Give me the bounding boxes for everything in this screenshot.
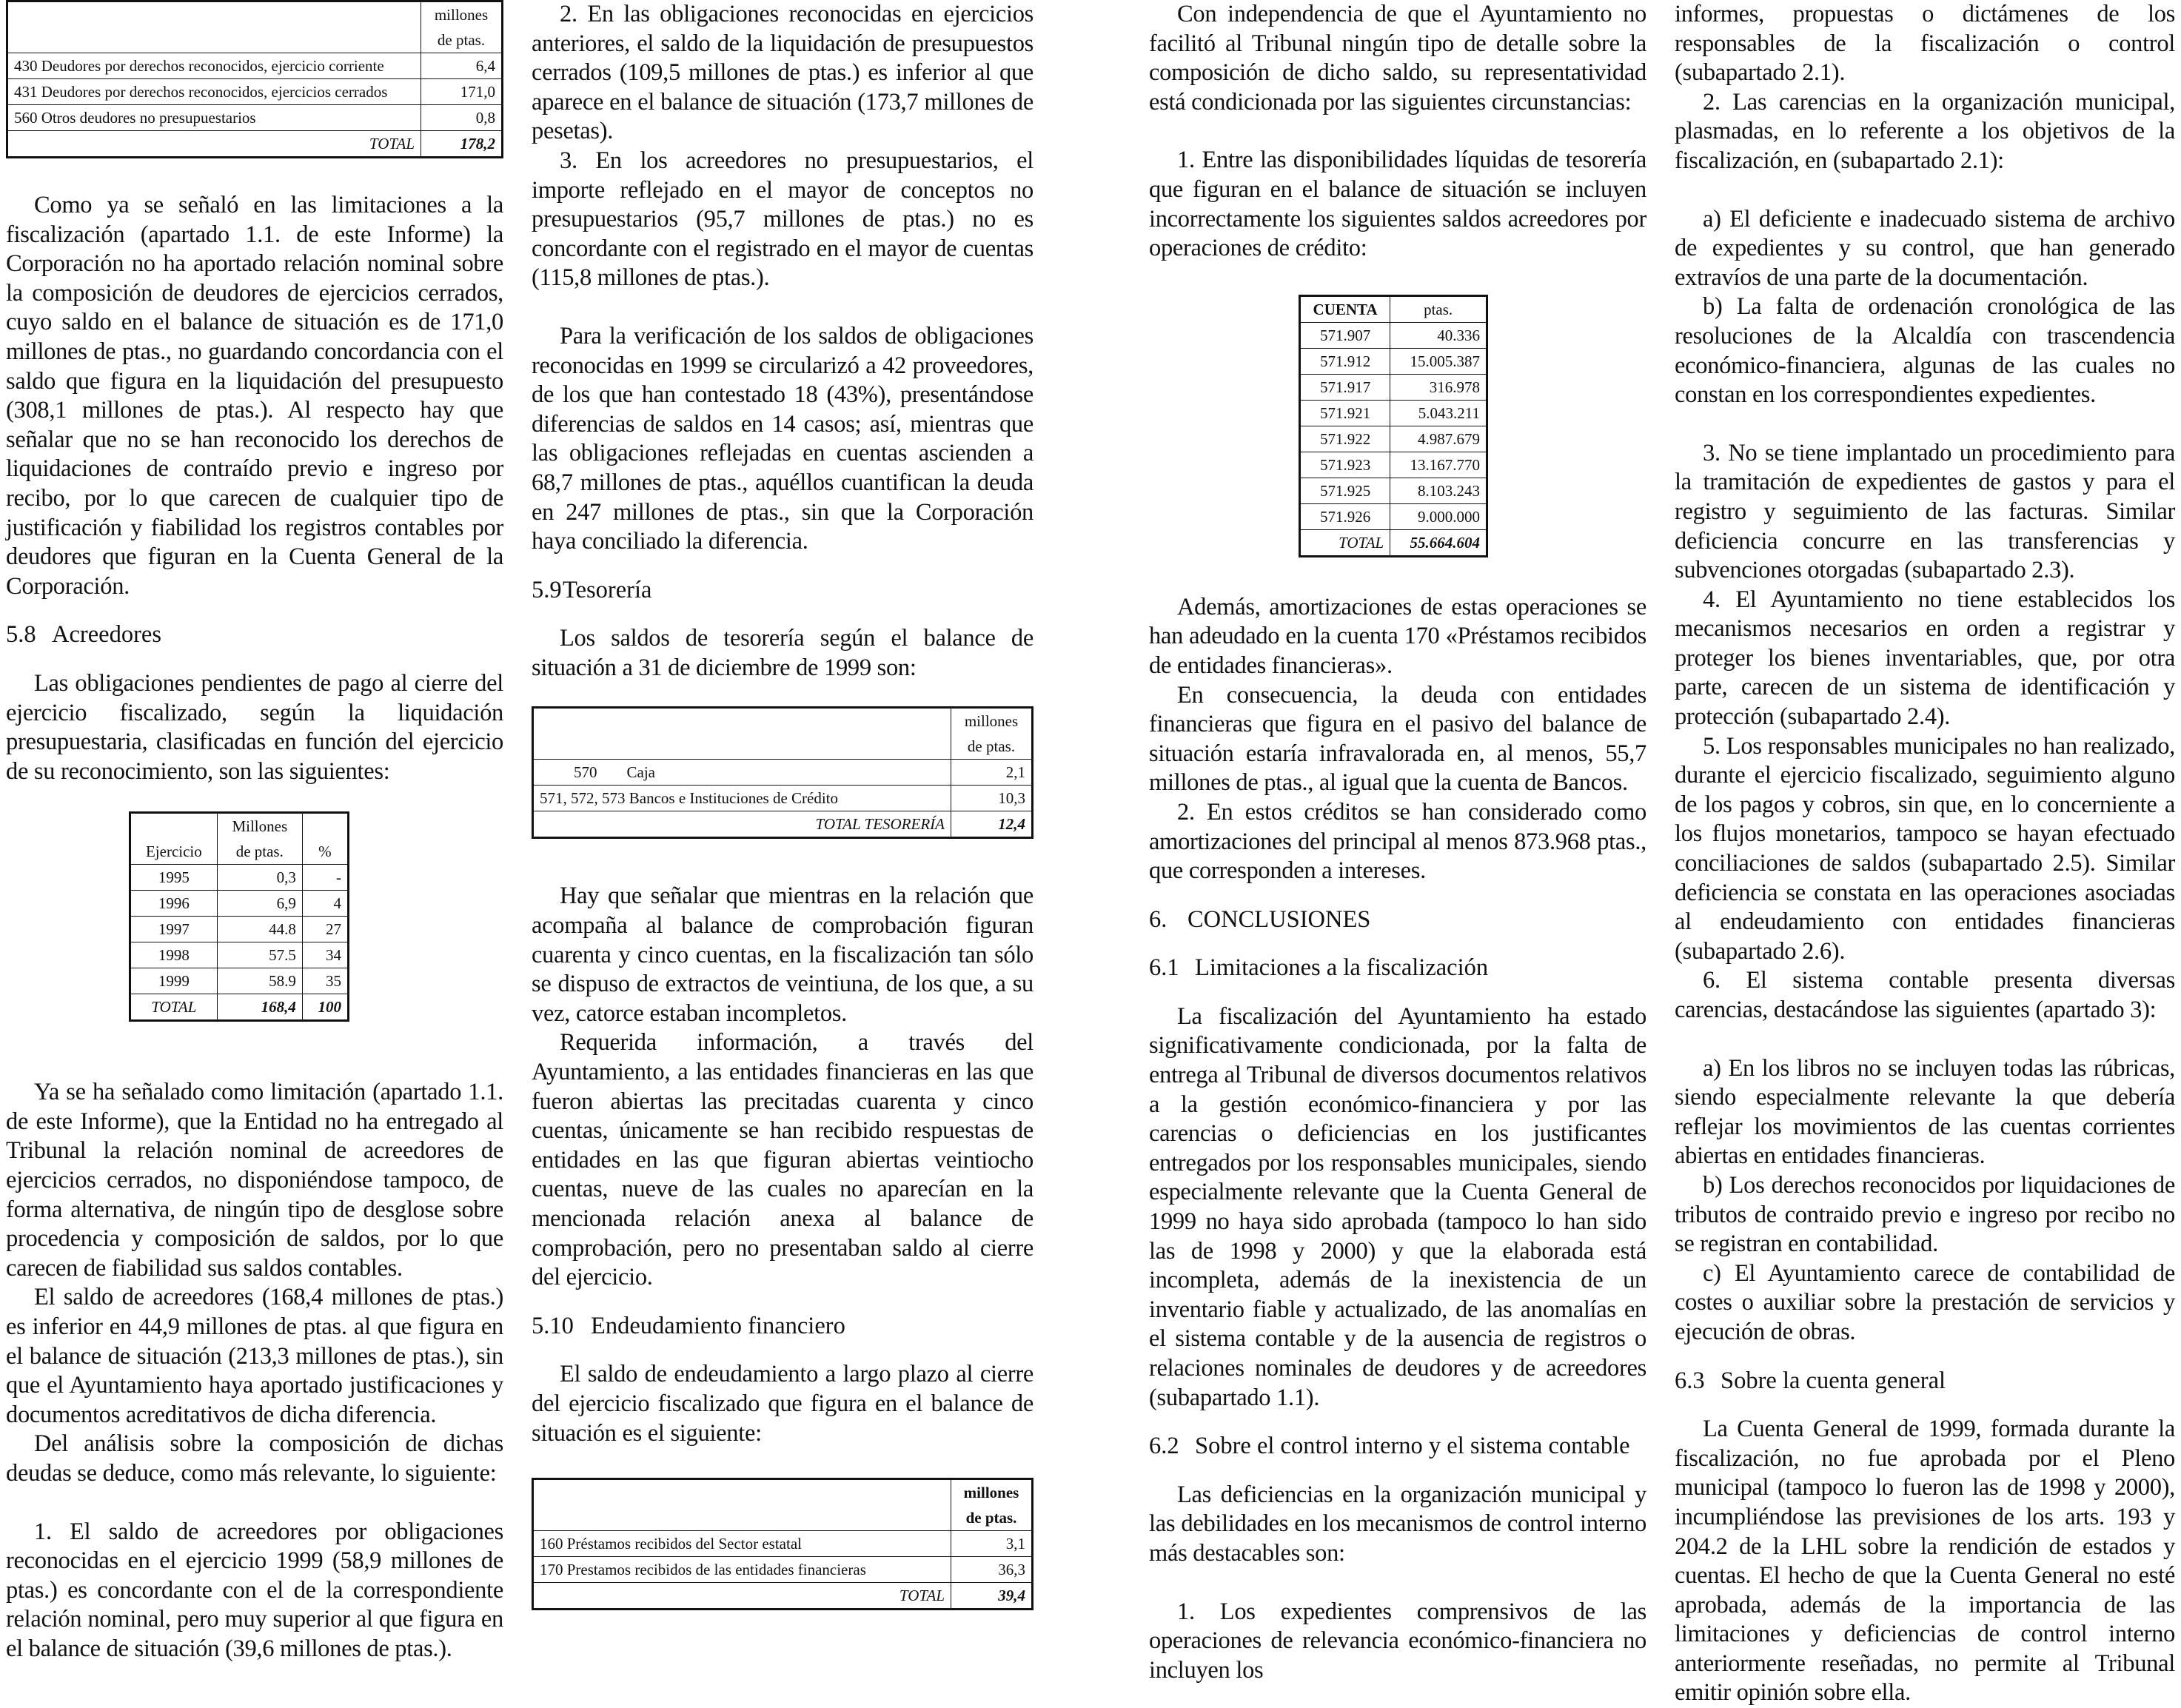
- ejercicio-pct: 35: [302, 968, 348, 994]
- tesoreria-row-label: Caja: [626, 763, 655, 782]
- section-title: Endeudamiento financiero: [591, 1312, 845, 1339]
- table-row: [130, 891, 349, 917]
- section-number: 6.1: [1149, 954, 1179, 982]
- endeudamiento-row-value: 36,3: [951, 1557, 1033, 1583]
- list-item: 3. En los acreedores no presupuestarios, el importe reflejado en el mayor de conceptos no presupuestarios (95,7 millones de ptas.) no es concordante con el registrado en el mayor de cuentas (115,8 millones de ptas.).: [532, 147, 1033, 292]
- paragraph: Además, amortizaciones de estas operaciones se han adeudado en la cuenta 170 «Préstamos recibidos de entidades financieras».: [1149, 593, 1646, 679]
- list-item: 1. Los expedientes comprensivos de las operaciones de relevancia económico-financiera no incluyen los: [1149, 1598, 1646, 1684]
- cuentas-cuenta: 571.923: [1300, 452, 1390, 478]
- section-title: Tesorería: [563, 576, 652, 603]
- list-item: b) La falta de ordenación cronológica de las resoluciones de la Alcaldía con trascendencia económico-financiera, algunas de las cuales no constan en los correspondientes expedientes.: [1675, 293, 2175, 409]
- cuentas-ptas: 4.987.679: [1390, 426, 1487, 452]
- table-row: [130, 968, 349, 994]
- paragraph: El saldo de endeudamiento a largo plazo al cierre del ejercicio fiscalizado que figura en el balance de situación es el siguiente:: [532, 1361, 1033, 1447]
- list-item: 3. No se tiene implantado un procedimiento para la tramitación de expedientes de gastos y para el registro y seguimiento de las facturas. Similar deficiencia concurre en las transferencias y subvenciones otorgadas (subapartado 2.3).: [1675, 439, 2175, 584]
- table-row: [7, 53, 503, 79]
- paragraph: El saldo de acreedores (168,4 millones de ptas.) es inferior en 44,9 millones de ptas. al que figura en el balance de situación (213,3 millones de ptas.), sin que el Ayuntamiento haya aportado justificaciones y documentos acreditativos de dicha diferencia.: [6, 1284, 503, 1428]
- deudores-total-label: TOTAL: [7, 131, 421, 158]
- cuentas-cuenta: 571.917: [1300, 374, 1390, 400]
- deudores-row-value: 6,4: [421, 53, 503, 79]
- section-number: 6.2: [1149, 1433, 1179, 1460]
- section-title: Sobre la cuenta general: [1721, 1367, 1946, 1394]
- ejercicio-header-pct: %: [302, 839, 348, 865]
- ejercicio-pct: 4: [302, 891, 348, 917]
- table-row: [533, 1557, 1033, 1583]
- table-row: [1300, 503, 1487, 529]
- endeudamiento-total-value: 39,4: [951, 1583, 1033, 1610]
- list-item: 4. El Ayuntamiento no tiene establecidos los mecanismos necesarios en orden a registrar y proteger los bienes inventariables, que, por otra parte, carecen de un sistema de identificación y protección (subapartado 2.4).: [1675, 586, 2175, 731]
- section-number: 5.9: [532, 576, 562, 603]
- cuentas-ptas: 5.043.211: [1390, 400, 1487, 426]
- tesoreria-total-value: 12,4: [951, 811, 1033, 838]
- ejercicio-year: 1996: [130, 891, 218, 917]
- section-number: 6.: [1149, 905, 1167, 933]
- list-item: 2. En estos créditos se han considerado como amortizaciones del principal al menos 873.968 ptas., que corresponden a intereses.: [1149, 798, 1646, 885]
- deudores-total-value: 178,2: [421, 131, 503, 158]
- endeudamiento-row-label: 170 Prestamos recibidos de las entidades financieras: [533, 1557, 951, 1583]
- deudores-table: [6, 0, 503, 158]
- section-heading-6-3: [1675, 1367, 2175, 1396]
- ejercicio-year: 1997: [130, 917, 218, 942]
- paragraph: Con independencia de que el Ayuntamiento no facilitó al Tribunal ningún tipo de detalle sobre la composición de dicho saldo, su representatividad está condicionada por las siguientes circunstancias:: [1149, 1, 1646, 115]
- endeudamiento-header-2: de ptas.: [951, 1505, 1033, 1531]
- tesoreria-row-caja: [533, 760, 951, 786]
- endeudamiento-header-1: millones: [963, 1484, 1019, 1502]
- cuentas-ptas: 9.000.000: [1390, 503, 1487, 529]
- list-item: 5. Los responsables municipales no han realizado, durante el ejercicio fiscalizado, seguimiento alguno de los pagos y cobros, sin que, en lo concerniente a los flujos monetarios, tampoco se hayan efectuado conciliaciones de saldos (subapartado 2.5). Similar deficiencia se constata en las operaciones asociadas al endeudamiento con entidades financieras (subapartado 2.6).: [1675, 732, 2175, 965]
- ejercicio-header-year: Ejercicio: [130, 839, 218, 865]
- table-row: [130, 865, 349, 891]
- ejercicio-total-label: TOTAL: [130, 994, 218, 1021]
- section-heading-6: [1149, 905, 1646, 935]
- cuentas-header-ptas: ptas.: [1390, 295, 1487, 322]
- table-row: [7, 79, 503, 105]
- deudores-header-1: millones: [421, 1, 503, 28]
- list-item: 2. Las carencias en la organización municipal, plasmadas, en lo referente a los objetivos de la fiscalización, en (subapartado 2.1):: [1675, 88, 2175, 174]
- cuentas-total-label: TOTAL: [1300, 529, 1390, 556]
- paragraph: En consecuencia, la deuda con entidades financieras que figura en el pasivo del balance de situación estaría infravalorada en, al menos, 55,7 millones de ptas., al igual que la cuenta de Bancos.: [1149, 681, 1646, 797]
- cuentas-cuenta: 571.907: [1300, 322, 1390, 348]
- paragraph: informes, propuestas o dictámenes de los responsables de la fiscalización o control (subapartado 2.1).: [1675, 1, 2175, 87]
- ejercicio-total-pct: 100: [302, 994, 348, 1021]
- deudores-header-2: de ptas.: [421, 27, 503, 53]
- ejercicio-table: [129, 811, 349, 1022]
- ejercicio-value: 57.5: [217, 942, 302, 968]
- cuentas-ptas: 13.167.770: [1390, 452, 1487, 478]
- cuentas-total-value: 55.664.604: [1390, 529, 1487, 556]
- ejercicio-pct: 34: [302, 942, 348, 968]
- column-2: [532, 0, 1033, 1691]
- paragraph: Requerida información, a través del Ayuntamiento, a las entidades financieras en las que fueron abiertas las precitadas cuarenta y cinco cuentas, únicamente se han recibido respuestas de entidades en las que figuran abiertas veintiocho cuentas, nueve de las cuales no aparecían en la mencionada relación anexa al balance de comprobación, pero no presentaban saldo al cierre del ejercicio.: [532, 1029, 1033, 1291]
- section-title: Sobre el control interno y el sistema contable: [1195, 1433, 1630, 1460]
- cuentas-ptas: 316.978: [1390, 374, 1487, 400]
- deudores-row-label: 560 Otros deudores no presupuestarios: [7, 105, 421, 131]
- table-row: [7, 105, 503, 131]
- list-item: 1. Entre las disponibilidades líquidas de tesorería que figuran en el balance de situación se incluyen incorrectamente los siguientes saldos acreedores por operaciones de crédito:: [1149, 147, 1646, 262]
- table-row: [1300, 426, 1487, 452]
- endeudamiento-row-label: 160 Préstamos recibidos del Sector estatal: [533, 1531, 951, 1557]
- tesoreria-row-code: 570: [574, 763, 597, 782]
- table-row: [1300, 452, 1487, 478]
- cuentas-cuenta: 571.926: [1300, 503, 1390, 529]
- column-4: [1675, 0, 2175, 1707]
- ejercicio-value: 44.8: [217, 917, 302, 942]
- section-heading-5-9: [532, 576, 1033, 606]
- list-item: 1. El saldo de acreedores por obligaciones reconocidas en el ejercicio 1999 (58,9 millones de ptas.) es concordante con el de la correspondiente relación nominal, pero muy superior al que figura en el balance de situación (39,6 millones de ptas.).: [6, 1518, 503, 1662]
- section-number: 5.10: [532, 1312, 574, 1339]
- list-item: c) El Ayuntamiento carece de contabilidad de costes o auxiliar sobre la prestación de servicios y ejecución de obras.: [1675, 1259, 2175, 1345]
- ejercicio-year: 1995: [130, 865, 218, 891]
- paragraph: Como ya se señaló en las limitaciones a la fiscalización (apartado 1.1. de este Informe) la Corporación no ha aportado relación nominal sobre la composición de deudores de ejercicios cerrados, cuyo saldo en el balance de situación es de 171,0 millones de ptas., no guardando concordancia con el saldo que figura en la liquidación del presupuesto (308,1 millones de ptas.). Al respecto hay que señalar que no se han reconocido los derechos de liquidaciones de contraído previo e ingreso por recibo, por lo que carecen de cualquier tipo de justificación y fiabilidad los registros contables por deudores que figuran en la Cuenta General de la Corporación.: [6, 192, 503, 600]
- list-item: 6. El sistema contable presenta diversas carencias, destacándose las siguientes (apartado 3):: [1675, 967, 2175, 1023]
- tesoreria-row-value: 2,1: [951, 760, 1033, 786]
- cuentas-header-cuenta: CUENTA: [1300, 295, 1390, 322]
- cuentas-cuenta: 571.922: [1300, 426, 1390, 452]
- tesoreria-table: [532, 706, 1033, 839]
- deudores-row-value: 171,0: [421, 79, 503, 105]
- table-row: [1300, 478, 1487, 503]
- cuentas-table: [1299, 295, 1488, 557]
- ejercicio-pct: -: [302, 865, 348, 891]
- endeudamiento-total-label: TOTAL: [533, 1583, 951, 1610]
- table-row: [130, 942, 349, 968]
- paragraph: La Cuenta General de 1999, formada durante la fiscalización, no fue aprobada por el Pleno municipal (tampoco lo fueron las de 1998 y 2000), incumpliéndose las previsiones de los arts. 193 y 204.2 de la LHL sobre la rendición de estados y cuentas. El hecho de que la Cuenta General no esté aprobada, además de la importancia de las limitaciones y deficiencias de control interno anteriormente reseñadas, no permite al Tribunal emitir opinión sobre ella.: [1675, 1416, 2175, 1707]
- tesoreria-header-2: de ptas.: [951, 734, 1033, 760]
- table-row: [1300, 374, 1487, 400]
- paragraph: Ya se ha señalado como limitación (apartado 1.1. de este Informe), que la Entidad no ha entregado al Tribunal la relación nominal de acreedores de ejercicios cerrados, no disponiéndose tampoco, de forma alternativa, de ningún tipo de desglose sobre procedencia y composición de saldos, por lo que carecen de fiabilidad sus saldos contables.: [6, 1079, 503, 1282]
- table-row: [1300, 322, 1487, 348]
- ejercicio-value: 58.9: [217, 968, 302, 994]
- ejercicio-pct: 27: [302, 917, 348, 942]
- tesoreria-total-label: TOTAL TESORERÍA: [533, 811, 951, 838]
- cuentas-ptas: 40.336: [1390, 322, 1487, 348]
- paragraph: Los saldos de tesorería según el balance de situación a 31 de diciembre de 1999 son:: [532, 625, 1033, 681]
- section-number: 5.8: [6, 621, 36, 649]
- cuentas-cuenta: 571.921: [1300, 400, 1390, 426]
- section-number: 6.3: [1675, 1367, 1705, 1394]
- paragraph: La fiscalización del Ayuntamiento ha estado significativamente condicionada, por la falta de entrega al Tribunal de diversos documentos relativos a la gestión económico-financiera y por las carencias o deficiencias en los justificantes entregados por los responsables municipales, siendo especialmente relevante que la Cuenta General de 1999 no haya sido aprobada (tampoco lo han sido las de 1998 y 2000) y que la elaborada está incompleta, además de la inexistencia de un inventario fiable y actualizado, de las anomalías en el sistema contable y de la ausencia de registros o relaciones nominales de deudores y de acreedores (subapartado 1.1).: [1149, 1002, 1646, 1411]
- endeudamiento-row-value: 3,1: [951, 1531, 1033, 1557]
- table-row: [130, 917, 349, 942]
- section-heading-6-2: [1149, 1432, 1646, 1461]
- column-3: [1149, 0, 1646, 1691]
- section-heading-5-10: [532, 1312, 1033, 1342]
- section-title: CONCLUSIONES: [1187, 905, 1371, 933]
- table-row: [533, 786, 1033, 811]
- ejercicio-value: 0,3: [217, 865, 302, 891]
- ejercicio-header-ptas: de ptas.: [217, 839, 302, 865]
- paragraph: Las deficiencias en la organización municipal y las debilidades en los mecanismos de control interno más destacables son:: [1149, 1481, 1646, 1567]
- ejercicio-year: 1999: [130, 968, 218, 994]
- ejercicio-year: 1998: [130, 942, 218, 968]
- paragraph: Las obligaciones pendientes de pago al cierre del ejercicio fiscalizado, según la liquidación presupuestaria, clasificadas en función del ejercicio de su reconocimiento, son las siguientes:: [6, 669, 503, 785]
- cuentas-ptas: 15.005.387: [1390, 348, 1487, 374]
- ejercicio-header-millones: Millones: [217, 813, 302, 840]
- deudores-row-label: 430 Deudores por derechos reconocidos, ejercicio corriente: [7, 53, 421, 79]
- deudores-row-value: 0,8: [421, 105, 503, 131]
- section-heading-6-1: [1149, 954, 1646, 983]
- section-heading-5-8: [6, 620, 503, 650]
- cuentas-cuenta: 571.925: [1300, 478, 1390, 503]
- paragraph: Para la verificación de los saldos de obligaciones reconocidas en 1999 se circularizó a 42 proveedores, de los que han contestado 18 (43%), presentándose diferencias de saldos en 14 casos; así, mientras que las obligaciones reflejadas en cuentas ascienden a 68,7 millones de ptas., aquéllos cuantifican la deuda en 247 millones de ptas., sin que la Corporación haya conciliado la diferencia.: [532, 322, 1033, 555]
- cuentas-cuenta: 571.912: [1300, 348, 1390, 374]
- tesoreria-row-value: 10,3: [951, 786, 1033, 811]
- list-item: 2. En las obligaciones reconocidas en ejercicios anteriores, el saldo de la liquidación de presupuestos cerrados (109,5 millones de ptas.) es inferior al que aparece en el balance de situación (173,7 millones de pesetas).: [532, 1, 1033, 145]
- paragraph: Hay que señalar que mientras en la relación que acompaña al balance de comprobación figuran cuarenta y cinco cuentas, en la fiscalización tan sólo se dispuso de extractos de veintiuna, de los que, a su vez, catorce estaban incompletos.: [532, 883, 1033, 1027]
- list-item: a) En los libros no se incluyen todas las rúbricas, siendo especialmente relevante la que debería reflejar los movimientos de las cuentas corrientes abiertas en entidades financieras.: [1675, 1054, 2175, 1170]
- table-row: [533, 1531, 1033, 1557]
- ejercicio-total-value: 168,4: [217, 994, 302, 1021]
- table-row: [533, 760, 1033, 786]
- endeudamiento-table: [532, 1478, 1033, 1610]
- table-row: [1300, 400, 1487, 426]
- list-item: b) Los derechos reconocidos por liquidaciones de tributos de contraido previo e ingreso por recibo no se registran en contabilidad.: [1675, 1171, 2175, 1258]
- ejercicio-value: 6,9: [217, 891, 302, 917]
- table-row: [1300, 348, 1487, 374]
- section-title: Acreedores: [52, 621, 161, 649]
- list-item: a) El deficiente e inadecuado sistema de archivo de expedientes y su control, que han generado extravíos de una parte de la documentación.: [1675, 205, 2175, 291]
- tesoreria-header-1: millones: [964, 712, 1019, 731]
- tesoreria-row-label: 571, 572, 573 Bancos e Instituciones de Crédito: [533, 786, 951, 811]
- cuentas-ptas: 8.103.243: [1390, 478, 1487, 503]
- deudores-row-label: 431 Deudores por derechos reconocidos, ejercicios cerrados: [7, 79, 421, 105]
- column-1: [6, 0, 503, 1691]
- section-title: Limitaciones a la fiscalización: [1195, 954, 1489, 982]
- paragraph: Del análisis sobre la composición de dichas deudas se deduce, como más relevante, lo siguiente:: [6, 1430, 503, 1487]
